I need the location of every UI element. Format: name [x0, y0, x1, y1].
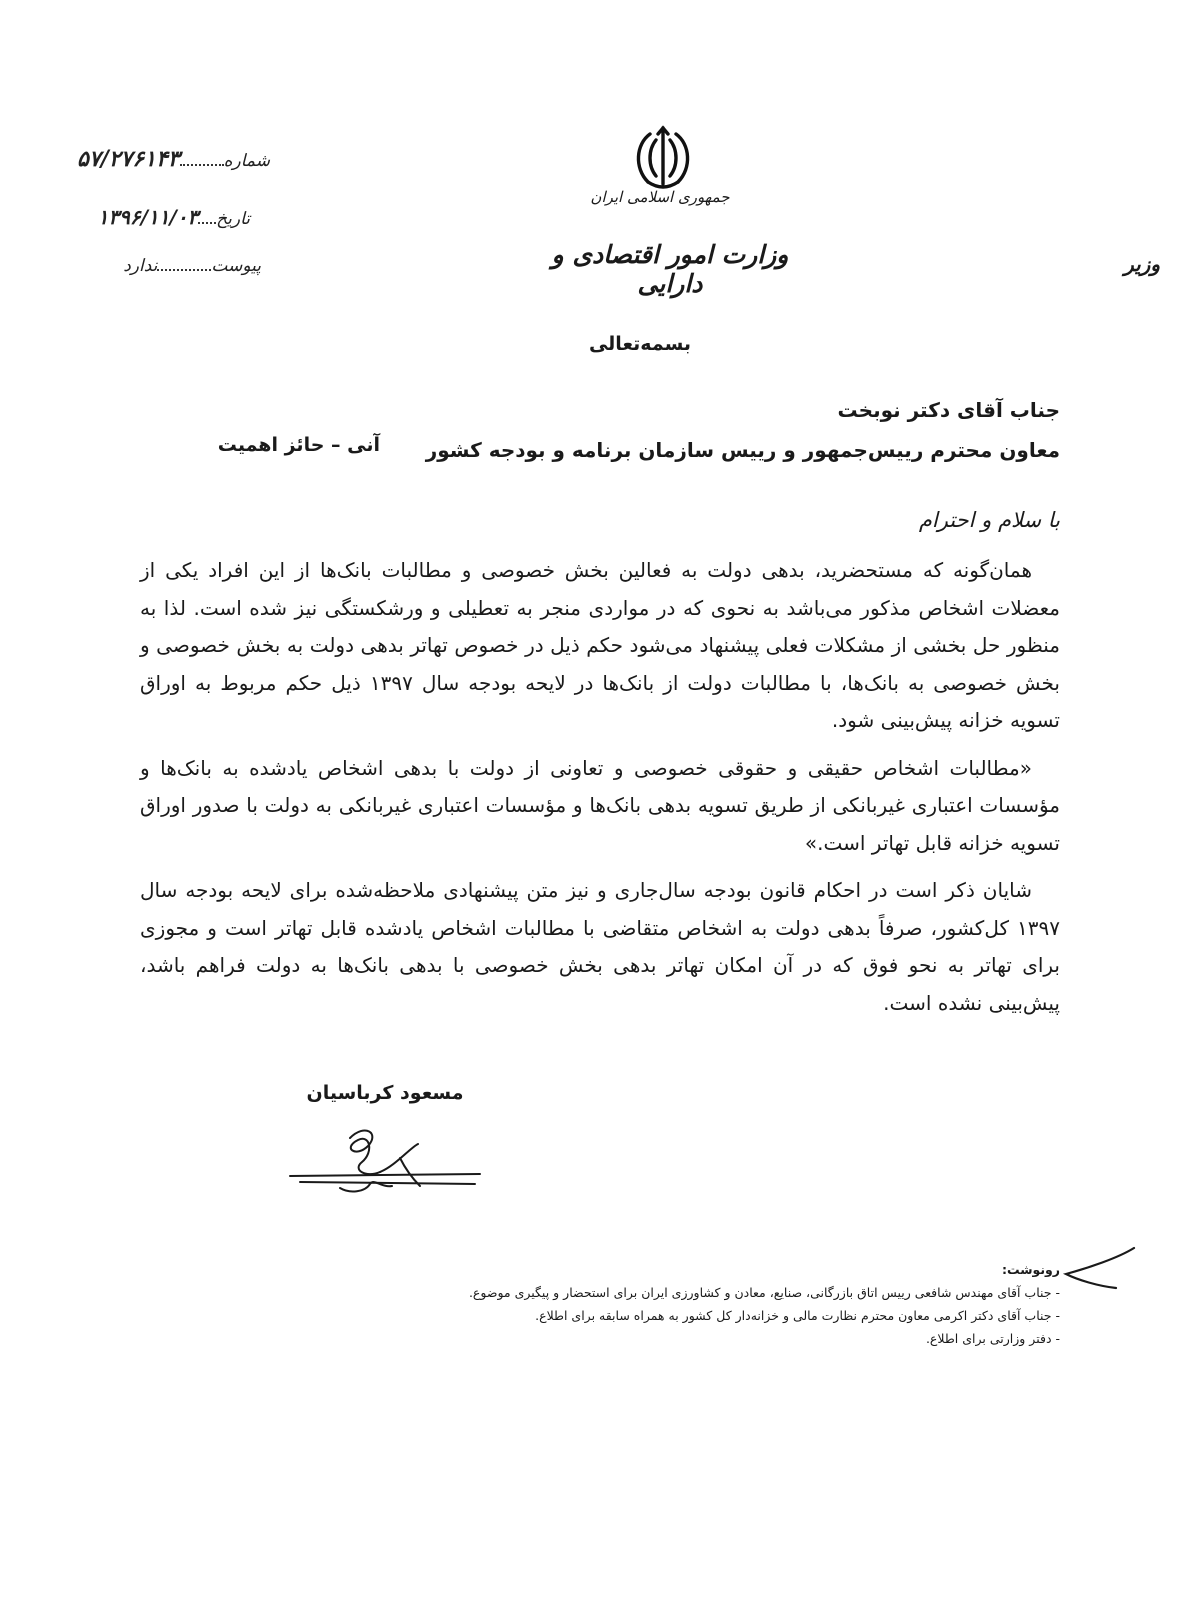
- minister-label: وزیر: [1124, 252, 1160, 276]
- signer-name: مسعود کرباسیان: [306, 1082, 464, 1104]
- ministry-name: وزارت امور اقتصادی و دارایی: [551, 240, 789, 298]
- letter-date-line: [70, 205, 250, 229]
- copies-heading: رونوشت:: [1001, 1262, 1060, 1277]
- addressee-name: جناب آقای دکتر نوبخت: [837, 398, 1060, 422]
- letter-number-value: ۵۷/۲۷۶۱۴۳: [77, 146, 180, 172]
- letter-attachment-label: پیوست: [211, 256, 261, 276]
- body-paragraph: شایان ذکر است در احکام قانون بودجه سال‌جاری و نیز متن پیشنهادی ملاحظه‌شده برای لایحه بودجه سال ۱۳۹۷ کل‌کشور، صرفاً بدهی دولت به اشخاص متقاضی با مطالبات اشخاص یادشده قابل تهاتر است و مجوزی برای تهاتر به نحو فوق که در آن امکان تهاتر بدهی بخش خصوصی با بدهی بانک‌ها به دولت فراهم باشد، پیش‌بینی نشده است.: [140, 878, 1060, 1015]
- dotted-leader: [180, 164, 224, 166]
- copies-item: - جناب آقای مهندس شافعی رییس اتاق بازرگانی، صنایع، معادن و کشاورزی ایران برای استحضار و پیگیری موضوع.: [468, 1285, 1060, 1300]
- body-paragraph: «مطالبات اشخاص حقیقی و حقوقی خصوصی و تعاونی از دولت با بدهی اشخاص یادشده به بانک‌ها و مؤسسات اعتباری غیربانکی از طریق تسویه بدهی بانک‌ها و مؤسسات اعتباری غیربانکی به دولت با صدور اوراق تسویه خزانه قابل تهاتر است.»: [140, 755, 1060, 855]
- letter-attachment-line: [96, 256, 261, 276]
- body-paragraph: همان‌گونه که مستحضرید، بدهی دولت به فعالین بخش خصوصی و مطالبات بانک‌ها از این افراد یکی از معضلات اشخاص مذکور می‌باشد به نحوی که در مواردی منجر به تعطیلی و ورشکستگی نیز شده است. لذا به منظور حل بخشی از مشکلات فعلی پیشنهاد می‌شود حکم ذیل در خصوص تهاتر بدهی دولت به بخش خصوصی و بخش خصوصی به بانک‌ها، با مطالبات دولت از بانک‌ها در لایحه بودجه سال ۱۳۹۷ ذیل حکم مربوط به اوراق تسویه خزانه پیش‌بینی شود.: [140, 558, 1060, 732]
- letter-number-label: شماره: [223, 151, 270, 171]
- greeting: با سلام و احترام: [918, 508, 1060, 532]
- signature-icon: [270, 1118, 490, 1228]
- priority-label: آنی – حائز اهمیت: [217, 434, 380, 456]
- letter-body: [140, 552, 1060, 1032]
- dotted-leader: [157, 269, 211, 271]
- letter-attachment-value: ندارد: [123, 256, 158, 276]
- copies-hook-icon: [1058, 1244, 1138, 1292]
- letter-date-label: تاریخ: [216, 209, 250, 229]
- bismillah-heading: بسمه‌تعالی: [588, 333, 692, 355]
- letter-date-value: ۱۳۹۶/۱۱/۰۳: [97, 205, 199, 229]
- copies-list: [400, 1258, 1060, 1350]
- addressee-title: معاون محترم رییس‌جمهور و رییس سازمان برنامه و بودجه کشور: [425, 438, 1060, 462]
- copies-item: - دفتر وزارتی برای اطلاع.: [925, 1331, 1060, 1346]
- letter-number-line: [70, 146, 270, 172]
- dotted-leader: [198, 222, 216, 224]
- copies-item: - جناب آقای دکتر اکرمی معاون محترم نظارت مالی و خزانه‌دار کل کشور به همراه سابقه برای اطلاع.: [535, 1308, 1060, 1323]
- republic-name: جمهوری اسلامی ایران: [590, 188, 730, 206]
